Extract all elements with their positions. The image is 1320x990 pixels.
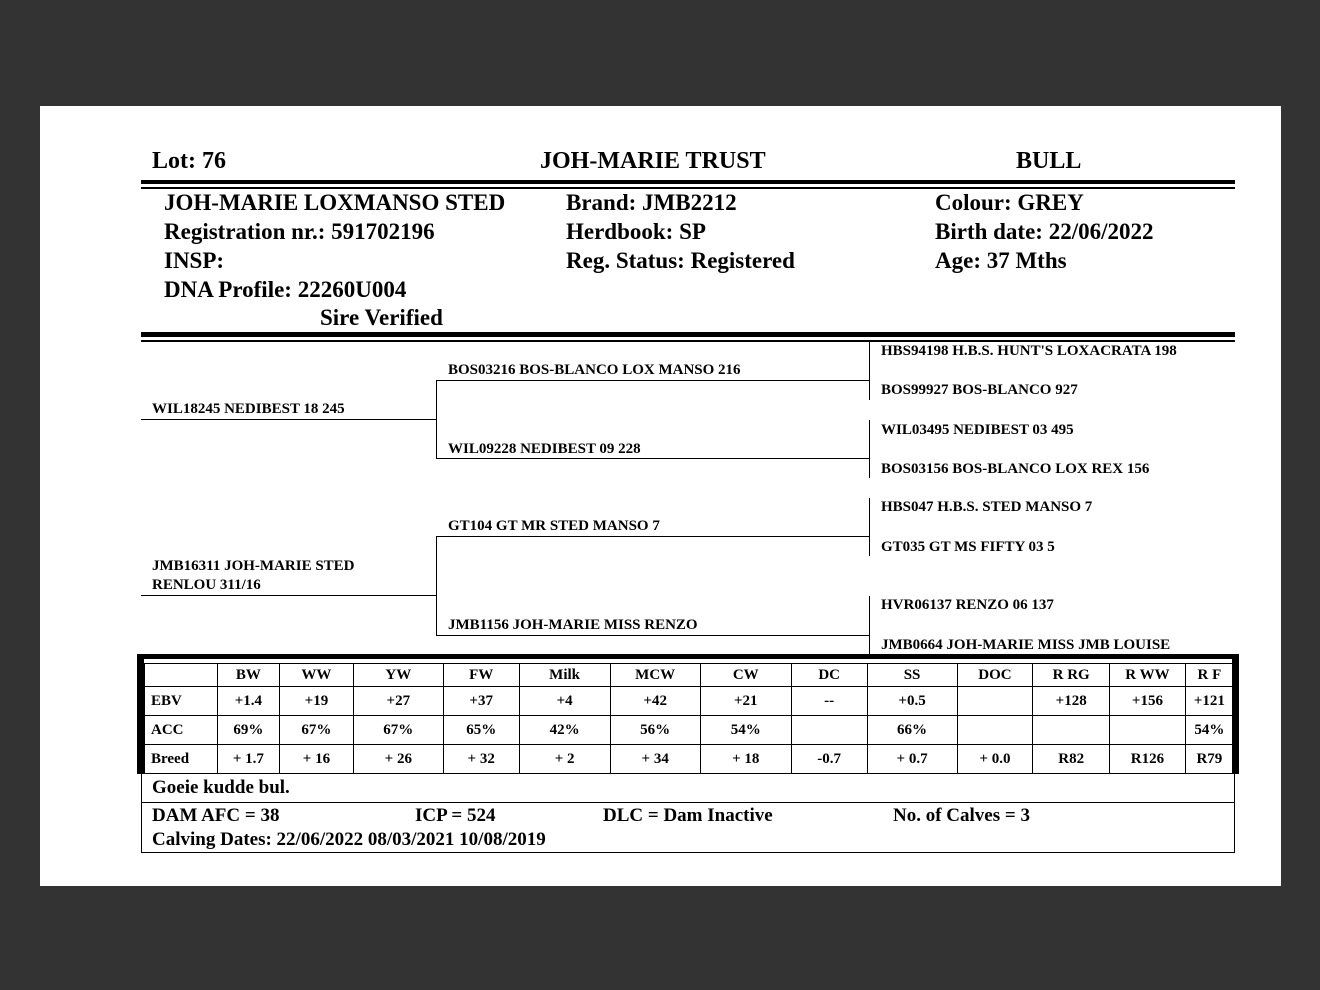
ebv-col-header: YW — [353, 664, 443, 687]
pedigree-bracket — [869, 596, 870, 654]
animal-sex: BULL — [1016, 148, 1082, 174]
breed-cell: + 26 — [353, 745, 443, 774]
catalogue-page — [40, 106, 1281, 886]
pedigree-bracket — [869, 420, 870, 478]
breed-cell: + 16 — [280, 745, 354, 774]
ebv-cell: +37 — [443, 687, 519, 716]
acc-cell: 65% — [443, 716, 519, 745]
ebv-frame-top — [137, 654, 1239, 659]
ebv-table — [144, 663, 1234, 774]
birth-date: Birth date: 22/06/2022 — [935, 219, 1154, 244]
ebv-col-header: SS — [867, 664, 957, 687]
breed-cell: + 32 — [443, 745, 519, 774]
acc-cell: 56% — [610, 716, 700, 745]
pedigree-dam-dam: JMB1156 JOH-MARIE MISS RENZO — [448, 617, 698, 633]
breed-cell: + 0.0 — [957, 745, 1033, 774]
acc-cell: 66% — [867, 716, 957, 745]
ebv-cell: +4 — [519, 687, 610, 716]
calving-dates: Calving Dates: 22/06/2022 08/03/2021 10/08/2019 — [152, 829, 546, 850]
ebv-col-header: DOC — [957, 664, 1033, 687]
reg-status: Reg. Status: Registered — [566, 248, 795, 273]
ebv-col-header: Milk — [519, 664, 610, 687]
ebv-col-header: BW — [217, 664, 279, 687]
herdbook: Herdbook: SP — [566, 219, 706, 244]
animal-name: JOH-MARIE LOXMANSO STED — [164, 190, 506, 215]
breed-cell: -0.7 — [791, 745, 867, 774]
ebv-col-header: WW — [280, 664, 354, 687]
ebv-cell: +128 — [1033, 687, 1110, 716]
acc-row — [145, 716, 1234, 745]
lot-number: Lot: 76 — [152, 148, 226, 174]
ebv-cell: +42 — [610, 687, 700, 716]
pedigree-bracket — [436, 381, 437, 459]
pedigree-ggp: WIL03495 NEDIBEST 03 495 — [881, 422, 1074, 438]
details-rule-thin — [141, 340, 1235, 342]
acc-cell: 67% — [353, 716, 443, 745]
acc-cell: 54% — [700, 716, 791, 745]
pedigree-sire: WIL18245 NEDIBEST 18 245 — [152, 401, 345, 417]
ebv-cell: -- — [791, 687, 867, 716]
ebv-cell: +21 — [700, 687, 791, 716]
pedigree-bracket — [869, 342, 870, 400]
acc-row-label: ACC — [145, 716, 218, 745]
pedigree-ggp: JMB0664 JOH-MARIE MISS JMB LOUISE — [881, 637, 1171, 653]
breed-cell: + 34 — [610, 745, 700, 774]
acc-cell — [1110, 716, 1186, 745]
icp: ICP = 524 — [415, 805, 496, 826]
breed-row-label: Breed — [145, 745, 218, 774]
ebv-cell: +27 — [353, 687, 443, 716]
ebv-col-header: DC — [791, 664, 867, 687]
pedigree-dam-line1: JMB16311 JOH-MARIE STED — [152, 558, 355, 574]
pedigree-dam-sire: GT104 GT MR STED MANSO 7 — [448, 518, 660, 534]
ebv-col-header: FW — [443, 664, 519, 687]
details-rule-thick — [141, 332, 1235, 337]
pedigree-bracket — [436, 537, 437, 636]
pedigree-line — [141, 419, 436, 420]
ebv-cell: +1.4 — [217, 687, 279, 716]
pedigree-ggp: BOS03156 BOS-BLANCO LOX REX 156 — [881, 461, 1150, 477]
ebv-cell: +121 — [1185, 687, 1233, 716]
breed-cell: + 1.7 — [217, 745, 279, 774]
acc-cell: 54% — [1185, 716, 1233, 745]
ebv-cell: +0.5 — [867, 687, 957, 716]
ebv-col-header — [145, 664, 218, 687]
breed-cell: + 0.7 — [867, 745, 957, 774]
breed-cell: + 18 — [700, 745, 791, 774]
info-box-right — [1234, 774, 1235, 853]
ebv-cell: +156 — [1110, 687, 1186, 716]
pedigree-ggp: HBS94198 H.B.S. HUNT'S LOXACRATA 198 — [881, 343, 1177, 359]
breed-cell: R126 — [1110, 745, 1186, 774]
registration-number: Registration nr.: 591702196 — [164, 219, 435, 244]
pedigree-line — [436, 536, 869, 537]
dlc: DLC = Dam Inactive — [603, 805, 773, 826]
sire-verified: Sire Verified — [320, 305, 443, 330]
acc-cell: 42% — [519, 716, 610, 745]
acc-cell — [791, 716, 867, 745]
pedigree-ggp: HVR06137 RENZO 06 137 — [881, 597, 1054, 613]
ebv-cell: +19 — [280, 687, 354, 716]
breed-row — [145, 745, 1234, 774]
info-box-left — [141, 774, 142, 853]
seller-name: JOH-MARIE TRUST — [540, 148, 766, 174]
insp-label: INSP: — [164, 248, 225, 273]
acc-cell — [1033, 716, 1110, 745]
breed-cell: + 2 — [519, 745, 610, 774]
ebv-col-header: MCW — [610, 664, 700, 687]
comment: Goeie kudde bul. — [152, 777, 290, 798]
info-box-divider — [141, 802, 1235, 803]
pedigree-line — [141, 595, 436, 596]
header-rule-thin — [141, 187, 1235, 189]
breed-cell: R82 — [1033, 745, 1110, 774]
pedigree-dam-line2: RENLOU 311/16 — [152, 577, 261, 593]
ebv-col-header: CW — [700, 664, 791, 687]
pedigree-sire-dam: WIL09228 NEDIBEST 09 228 — [448, 441, 641, 457]
pedigree-bracket — [869, 498, 870, 556]
pedigree-line — [436, 380, 869, 381]
header-rule-thick — [141, 180, 1235, 184]
ebv-frame-left — [137, 654, 144, 774]
pedigree-line — [436, 635, 869, 636]
ebv-header-row — [145, 664, 1234, 687]
pedigree-line — [436, 458, 869, 459]
colour: Colour: GREY — [935, 190, 1084, 215]
pedigree-ggp: GT035 GT MS FIFTY 03 5 — [881, 539, 1055, 555]
pedigree-ggp: HBS047 H.B.S. STED MANSO 7 — [881, 499, 1093, 515]
acc-cell: 67% — [280, 716, 354, 745]
acc-cell — [957, 716, 1033, 745]
info-box-bottom — [141, 852, 1235, 853]
breed-cell: R79 — [1185, 745, 1233, 774]
acc-cell: 69% — [217, 716, 279, 745]
ebv-cell — [957, 687, 1033, 716]
age: Age: 37 Mths — [935, 248, 1067, 273]
dam-afc: DAM AFC = 38 — [152, 805, 280, 826]
ebv-row — [145, 687, 1234, 716]
pedigree-sire-sire: BOS03216 BOS-BLANCO LOX MANSO 216 — [448, 362, 741, 378]
ebv-col-header: R RG — [1033, 664, 1110, 687]
ebv-col-header: R WW — [1110, 664, 1186, 687]
dna-profile: DNA Profile: 22260U004 — [164, 277, 407, 302]
ebv-row-label: EBV — [145, 687, 218, 716]
brand: Brand: JMB2212 — [566, 190, 737, 215]
pedigree-ggp: BOS99927 BOS-BLANCO 927 — [881, 382, 1078, 398]
no-of-calves: No. of Calves = 3 — [893, 805, 1030, 826]
ebv-col-header: R F — [1185, 664, 1233, 687]
